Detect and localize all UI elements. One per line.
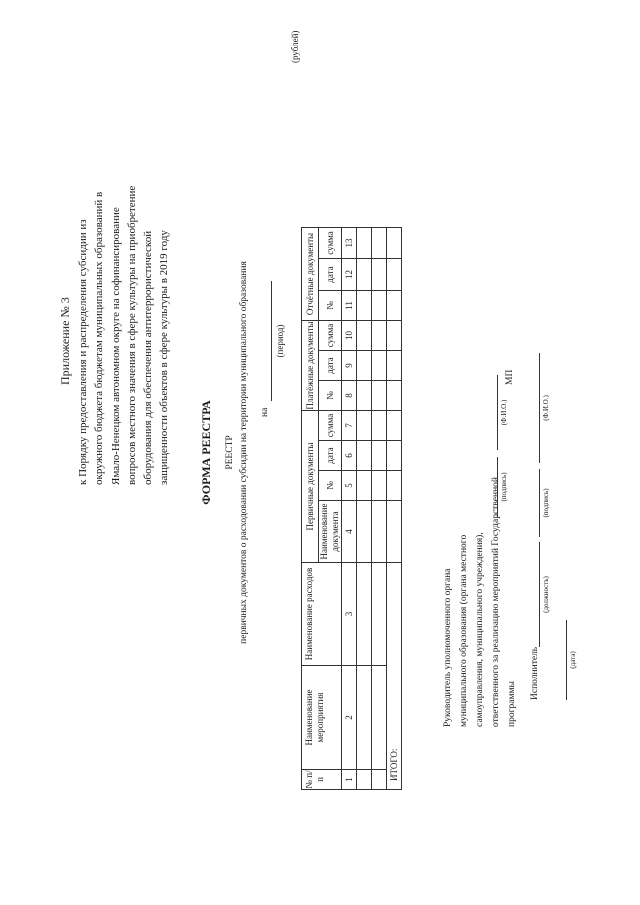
reestr-title: РЕЕСТР — [225, 435, 235, 470]
table-cell — [372, 381, 387, 411]
column-number: 4 — [342, 501, 357, 563]
date-line — [566, 620, 567, 700]
reestr-subtitle: первичных документов о расходовании субсидии на территории муниципального образования — [239, 261, 249, 644]
header-date: дата — [319, 259, 342, 291]
column-number: 2 — [342, 666, 357, 770]
appendix-line: окружного бюджета бюджетам муниципальных образований в — [93, 191, 106, 485]
table-cell — [357, 441, 372, 471]
column-number: 12 — [342, 259, 357, 291]
table-cell — [372, 228, 387, 259]
table-cell — [387, 411, 402, 441]
table-cell — [357, 411, 372, 441]
executor-label: Исполнитель — [530, 646, 540, 700]
header-num: № п/п — [302, 770, 342, 790]
table-cell — [357, 501, 372, 563]
table-cell — [357, 321, 372, 351]
table-cell — [372, 259, 387, 291]
table-cell — [387, 471, 402, 501]
column-number: 5 — [342, 471, 357, 501]
executor-fio-caption: (Ф.И.О.) — [542, 395, 550, 421]
table-cell — [387, 441, 402, 471]
head-signature-block — [440, 457, 520, 727]
header-event: Наименование мероприятия — [302, 666, 342, 770]
period-prefix: на — [260, 407, 270, 417]
signature-line — [497, 457, 498, 517]
table-cell — [387, 291, 402, 321]
table-cell — [372, 471, 387, 501]
mp-label: МП — [505, 369, 515, 385]
header-no: № — [319, 381, 342, 411]
appendix-line: защищенности объектов в сфере культуры в 2019 году — [158, 230, 171, 485]
table-cell — [357, 563, 372, 666]
header-sum: сумма — [319, 228, 342, 259]
table-cell — [387, 321, 402, 351]
appendix-line: вопросов местного значения в сфере культуры на приобретение — [125, 185, 138, 485]
header-report-docs: Отчётные документы — [302, 228, 319, 321]
executor-signature-line — [539, 469, 540, 537]
executor-fio-line — [539, 353, 540, 463]
table-cell — [387, 351, 402, 381]
table-cell — [357, 770, 372, 790]
executor-signature-caption: (подпись) — [542, 488, 550, 518]
column-number: 11 — [342, 291, 357, 321]
table-row — [372, 228, 387, 790]
date-caption: (дата) — [569, 651, 577, 669]
table-cell — [372, 770, 387, 790]
table-cell — [387, 228, 402, 259]
position-line — [539, 542, 540, 647]
table-cell — [357, 666, 372, 770]
appendix-line: Ямало-Ненецком автономном округе на софинансирование — [109, 207, 122, 485]
table-cell — [372, 291, 387, 321]
column-number: 10 — [342, 321, 357, 351]
table-cell — [372, 563, 387, 666]
position-caption: (должность) — [542, 576, 550, 613]
table-cell — [372, 666, 387, 770]
column-number-row — [342, 228, 357, 790]
table-cell — [372, 441, 387, 471]
table-cell — [372, 501, 387, 563]
header-sum: сумма — [319, 411, 342, 441]
column-number: 7 — [342, 411, 357, 441]
total-row — [387, 228, 402, 790]
header-expense: Наименование расходов — [302, 563, 342, 666]
column-number: 13 — [342, 228, 357, 259]
head-title-line: муниципального образования (органа местного — [459, 534, 469, 727]
table-cell — [357, 381, 372, 411]
column-number: 9 — [342, 351, 357, 381]
table-cell — [372, 411, 387, 441]
fio-line — [497, 375, 498, 450]
table-cell — [357, 291, 372, 321]
period-line — [271, 281, 272, 401]
signature-caption: (подпись) — [500, 472, 508, 502]
table-cell — [357, 471, 372, 501]
column-number: 1 — [342, 770, 357, 790]
header-payment-docs: Платёжные документы — [302, 321, 319, 411]
table-cell — [357, 259, 372, 291]
currency-label: (рублей) — [290, 30, 300, 63]
table-cell — [357, 228, 372, 259]
appendix-text — [75, 125, 173, 485]
table-row — [357, 228, 372, 790]
table-cell — [387, 381, 402, 411]
column-number: 6 — [342, 441, 357, 471]
appendix-line: к Порядку предоставления и распределения субсидии из — [77, 219, 89, 485]
head-title-line: самоуправления, муниципального учреждения), — [475, 532, 485, 727]
column-number: 8 — [342, 381, 357, 411]
form-title: ФОРМА РЕЕСТРА — [199, 400, 213, 505]
table-cell — [357, 351, 372, 381]
total-label: ИТОГО: — [387, 563, 402, 790]
column-number: 3 — [342, 563, 357, 666]
table-cell — [372, 321, 387, 351]
fio-caption: (Ф.И.О.) — [500, 399, 508, 426]
header-sum: сумма — [319, 321, 342, 351]
table-cell — [387, 501, 402, 563]
table-header-row — [302, 228, 319, 790]
appendix-line: оборудования для обеспечения антитеррористической — [142, 230, 155, 485]
registry-table — [301, 227, 402, 790]
period-caption: (период) — [275, 324, 285, 358]
table-cell — [372, 351, 387, 381]
appendix-title: Приложение № 3 — [58, 297, 72, 385]
head-title-line: Руководитель уполномоченного органа — [443, 568, 453, 727]
header-primary-docs: Первичные документы — [302, 411, 319, 563]
header-doc-name: Наименование документа — [319, 501, 342, 563]
head-title-line: ответственного за реализацию мероприятий Государственной программы — [491, 477, 517, 727]
header-date: дата — [319, 441, 342, 471]
header-no: № — [319, 291, 342, 321]
table-cell — [387, 259, 402, 291]
header-no: № — [319, 471, 342, 501]
header-date: дата — [319, 351, 342, 381]
